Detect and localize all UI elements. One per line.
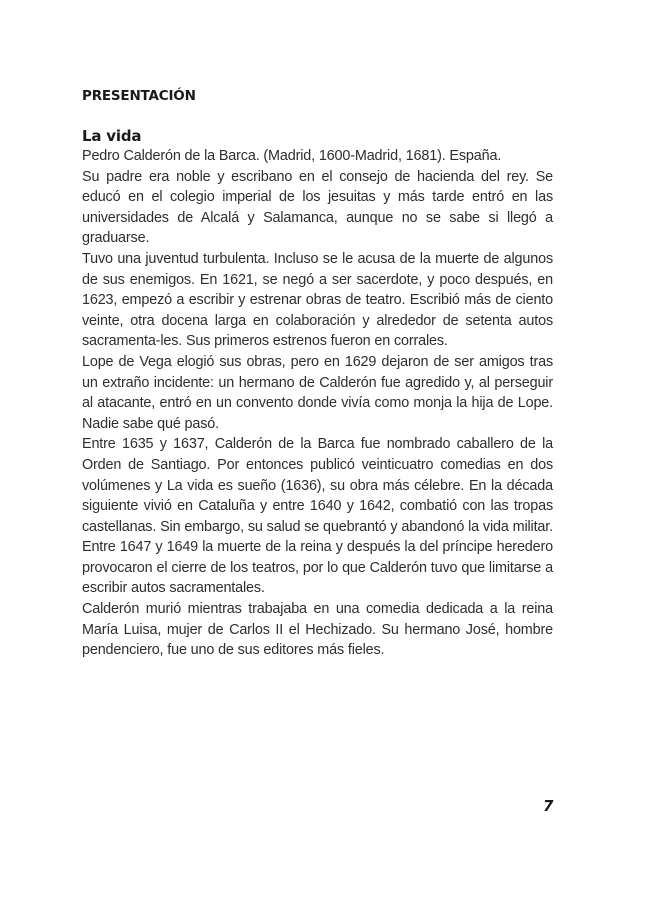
paragraph-education: Su padre era noble y escribano en el consejo de hacienda del rey. Se educó en el colegio imperial de los jesuitas y más tarde entró en las universidades de Alcalá y Salamanca, aunque no se sabe si llegó a graduarse. [82, 168, 553, 247]
paragraph-birth: Pedro Calderón de la Barca. (Madrid, 1600-Madrid, 1681). España. [82, 148, 502, 164]
paragraph-lope-de-vega: Lope de Vega elogió sus obras, pero en 1629 dejaron de ser amigos tras un extraño incidente: un hermano de Calderón fue agredido y, al perseguir al atacante, entró en un convento donde vivía como monja la hija de Lope. Nadie sabe qué pasó. [82, 353, 553, 432]
page-content [82, 86, 553, 661]
paragraph-death: Calderón murió mientras trabajaba en una comedia dedicada a la reina María Luisa, mujer de Carlos II el Hechizado. Su hermano José, hombre pendenciero, fue uno de sus editores más fieles. [82, 601, 553, 659]
page-number: 7 [543, 797, 554, 815]
paragraph-youth: Tuvo una juventud turbulenta. Incluso se le acusa de la muerte de algunos de sus enemigos. En 1621, se negó a ser sacerdote, y poco después, en 1623, empezó a escribir y estrenar obras de teatro. Escribió más de ciento veinte, otra docena larga en colaboración y alrededor de setenta autos sacramenta-les. Sus primeros estrenos fueron en corrales. [82, 250, 553, 350]
subsection-title: La vida [82, 127, 142, 145]
section-title: PRESENTACIÓN [82, 88, 196, 104]
paragraph-career: Entre 1635 y 1637, Calderón de la Barca fue nombrado caballero de la Orden de Santiago. Por entonces publicó veinticuatro comedias en dos volúmenes y La vida es sueño (1636), su obra más célebre. En la década siguiente vivió en Cataluña y entre 1640 y 1642, combatió con las tropas castellanas. Sin embargo, su salud se quebrantó y abandonó la vida militar. Entre 1647 y 1649 la muerte de la reina y después la del príncipe heredero provocaron el cierre de los teatros, por lo que Calderón tuvo que limitarse a escribir autos sacramentales. [82, 436, 553, 597]
